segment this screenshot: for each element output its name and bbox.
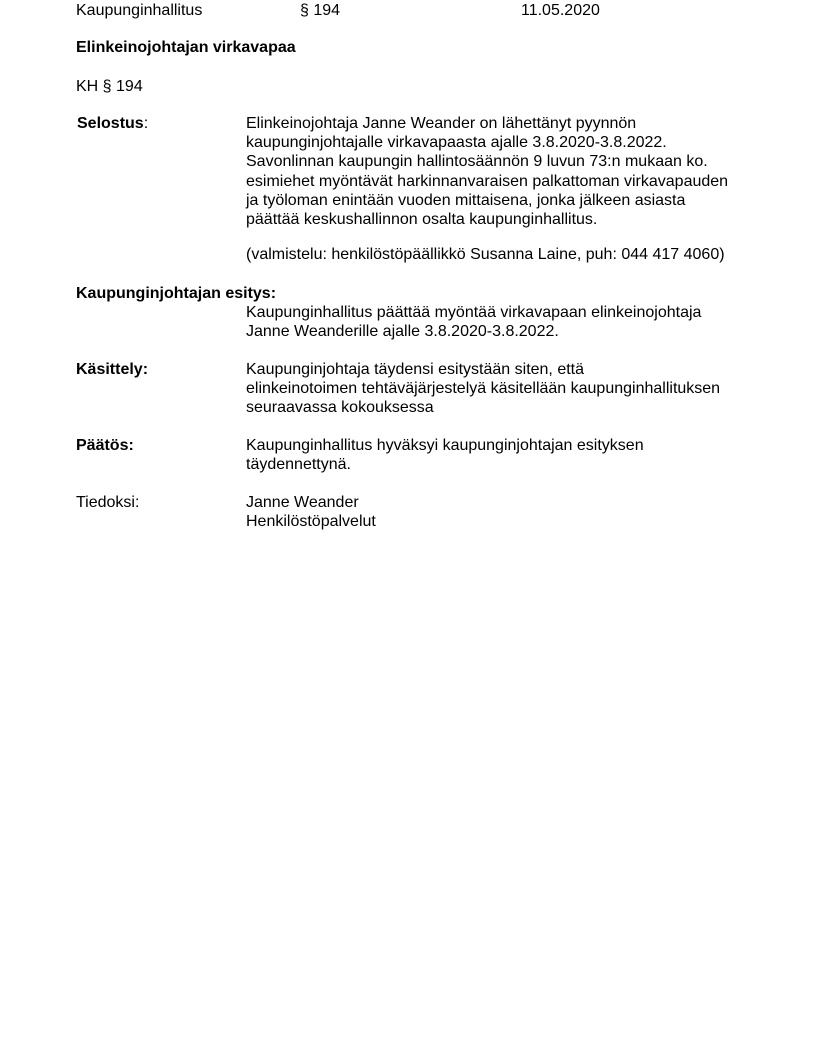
tiedoksi-recipient: Janne Weander [246, 494, 359, 511]
selostus-line: päättää keskushallinnon osalta kaupunginhallitus. [246, 211, 598, 229]
paatos-paragraph [246, 436, 644, 474]
selostus-line: Savonlinnan kaupungin hallintosäännön 9 luvun 73:n mukaan ko. [246, 153, 708, 171]
kasittely-paragraph [246, 360, 720, 418]
document-title: Elinkeinojohtajan virkavapaa [76, 39, 296, 56]
paatos-line: Kaupunginhallitus hyväksyi kaupunginjohtajan esityksen [246, 437, 644, 454]
header-body: Kaupunginhallitus [76, 2, 203, 19]
selostus-paragraph [246, 114, 728, 229]
kasittely-line: Kaupunginjohtaja täydensi esitystään siten, että [246, 361, 585, 378]
esitys-label: Kaupunginjohtajan esitys: [76, 285, 277, 302]
tiedoksi-list [246, 493, 376, 531]
esitys-line: Janne Weanderille ajalle 3.8.2020-3.8.2022. [246, 323, 559, 341]
selostus-line: ja työloman enintään vuoden mittaisena, jonka jälkeen asiasta [246, 191, 686, 209]
selostus-line: kaupunginjohtajalle virkavapaasta ajalle 3.8.2020-3.8.2022. [246, 134, 667, 152]
paatos-line: täydennettynä. [246, 456, 351, 474]
kasittely-line: seuraavassa kokouksessa [246, 399, 434, 417]
kasittely-label: Käsittely: [76, 361, 149, 378]
esitys-paragraph [246, 303, 701, 341]
tiedoksi-label: Tiedoksi: [76, 494, 140, 511]
selostus-line: Elinkeinojohtaja Janne Weander on lähettänyt pyynnön [246, 115, 637, 132]
esitys-line: Kaupunginhallitus päättää myöntää virkavapaan elinkeinojohtaja [246, 304, 702, 321]
selostus-label-colon: : [143, 115, 149, 132]
paatos-label: Päätös: [76, 437, 134, 454]
kasittely-line: elinkeinotoimen tehtäväjärjestelyä käsitellään kaupunginhallituksen [246, 380, 721, 398]
document-reference: KH § 194 [76, 78, 143, 95]
header-section: § 194 [300, 2, 341, 19]
valmistelu-note: (valmistelu: henkilöstöpäällikkö Susanna Laine, puh: 044 417 4060) [246, 246, 725, 263]
selostus-label-text: Selostus [77, 115, 144, 132]
selostus-label [77, 114, 148, 133]
selostus-line: esimiehet myöntävät harkinnanvaraisen palkattoman virkavapauden [246, 172, 729, 190]
tiedoksi-recipient: Henkilöstöpalvelut [246, 513, 376, 531]
header-date: 11.05.2020 [521, 2, 600, 19]
